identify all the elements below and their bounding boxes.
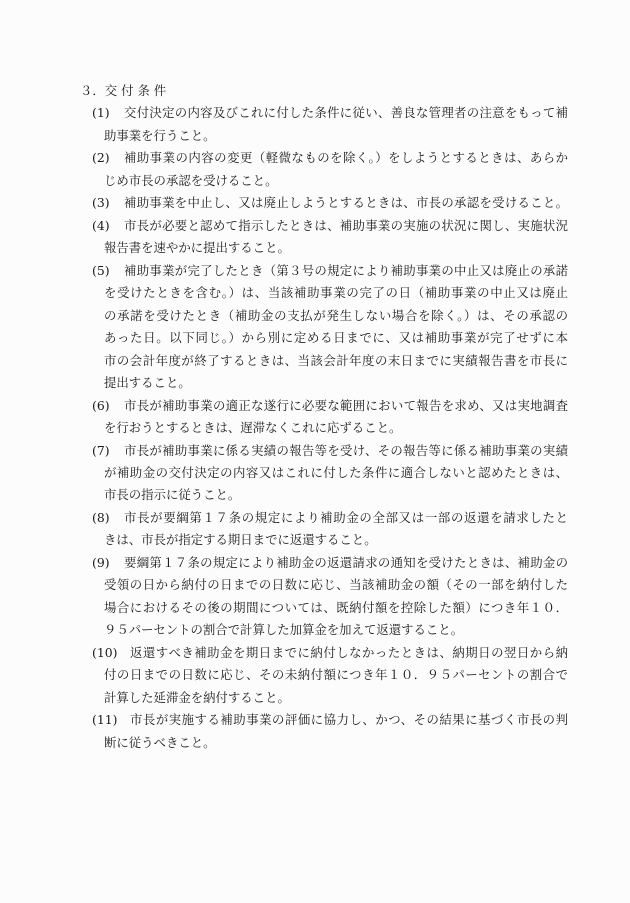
condition-line bbox=[0, 395, 630, 417]
condition-line bbox=[0, 529, 630, 551]
item-number: (9) bbox=[92, 554, 110, 570]
condition-line bbox=[0, 305, 630, 327]
condition-item-10 bbox=[0, 642, 630, 709]
condition-line bbox=[0, 170, 630, 192]
item-text: 助事業を行うこと。 bbox=[104, 127, 216, 143]
item-text: 断に従うべきこと。 bbox=[104, 734, 216, 750]
item-text: 計算した延滞金を納付すること。 bbox=[104, 689, 290, 705]
item-number: (5) bbox=[92, 262, 110, 278]
condition-line bbox=[0, 102, 630, 124]
condition-line bbox=[0, 125, 630, 147]
condition-item-2 bbox=[0, 147, 630, 192]
condition-line bbox=[0, 732, 630, 754]
item-text: 返還すべき補助金を期日までに納付しなかったときは、納期日の翌日から納 bbox=[130, 644, 568, 660]
item-text: 市の会計年度が終了するときは、当該会計年度の末日までに実績報告書を市長に bbox=[104, 352, 568, 368]
condition-line bbox=[0, 552, 630, 574]
item-text: を受けたときを含む。）は、当該補助事業の完了の日（補助事業の中止又は廃止 bbox=[104, 285, 568, 301]
condition-line bbox=[0, 350, 630, 372]
item-text: 報告書を速やかに提出すること。 bbox=[104, 240, 290, 256]
item-number: (8) bbox=[92, 509, 110, 525]
condition-line bbox=[0, 327, 630, 349]
item-text: じめ市長の承認を受けること。 bbox=[104, 172, 278, 188]
item-text: ９５パーセントの割合で計算した加算金を加えて返還すること。 bbox=[104, 622, 464, 638]
condition-line bbox=[0, 709, 630, 731]
item-text: 要綱第１７条の規定により補助金の返還請求の通知を受けたときは、補助金の bbox=[124, 554, 568, 570]
item-text: 市長の指示に従うこと。 bbox=[104, 487, 241, 503]
item-text: 提出すること。 bbox=[104, 375, 191, 391]
item-text: 市長が要綱第１７条の規定により補助金の全部又は一部の返還を請求したと bbox=[124, 509, 568, 525]
item-text: 補助事業の内容の変更（軽微なものを除く。）をしようとするときは、あらか bbox=[124, 150, 568, 166]
condition-item-1 bbox=[0, 102, 630, 147]
item-text: が補助金の交付決定の内容又はこれに付した条件に適合しないと認めたときは、 bbox=[104, 464, 568, 480]
condition-line bbox=[0, 597, 630, 619]
condition-item-7 bbox=[0, 440, 630, 507]
item-number: (2) bbox=[92, 150, 110, 166]
item-text: 場合におけるその後の期間については、既納付額を控除した額）につき年１０． bbox=[104, 599, 568, 615]
item-text: 交付決定の内容及びこれに付した条件に従い、善良な管理者の注意をもって補 bbox=[124, 105, 568, 121]
condition-line bbox=[0, 642, 630, 664]
condition-line bbox=[0, 619, 630, 641]
item-text: 市長が補助事業の適正な遂行に必要な範囲において報告を求め、又は実地調査 bbox=[124, 397, 568, 413]
item-text: 補助事業が完了したとき（第３号の規定により補助事業の中止又は廃止の承諾 bbox=[124, 262, 568, 278]
condition-item-8 bbox=[0, 507, 630, 552]
condition-line bbox=[0, 687, 630, 709]
condition-line bbox=[0, 215, 630, 237]
item-text: あった日。以下同じ。）から別に定める日までに、又は補助事業が完了せずに本 bbox=[104, 330, 568, 346]
condition-line bbox=[0, 484, 630, 506]
item-number: (6) bbox=[92, 397, 110, 413]
item-number: (10) bbox=[92, 644, 118, 660]
item-text: 付の日までの日数に応じ、その未納付額につき年１０．９５パーセントの割合で bbox=[104, 667, 568, 683]
condition-item-4 bbox=[0, 215, 630, 260]
condition-line bbox=[0, 147, 630, 169]
item-text: の承諾を受けたとき（補助金の支払が発生しない場合を除く。）は、その承認の bbox=[104, 307, 568, 323]
item-text: を行おうとするときは、遅滞なくこれに応ずること。 bbox=[104, 420, 402, 436]
section-heading bbox=[0, 80, 630, 102]
item-text: 補助事業を中止し、又は廃止しようとするときは、市長の承認を受けること。 bbox=[124, 195, 568, 211]
condition-item-3 bbox=[0, 192, 630, 214]
item-text: 受領の日から納付の日までの日数に応じ、当該補助金の額（その一部を納付した bbox=[104, 577, 568, 593]
condition-item-11 bbox=[0, 709, 630, 754]
condition-line bbox=[0, 664, 630, 686]
item-number: (7) bbox=[92, 442, 110, 458]
condition-line bbox=[0, 282, 630, 304]
item-number: (3) bbox=[92, 195, 110, 211]
item-number: (4) bbox=[92, 217, 110, 233]
section-heading-text: ３．交 付 条 件 bbox=[80, 83, 167, 98]
condition-line bbox=[0, 574, 630, 596]
item-text: きは、市長が指定する期日までに返還すること。 bbox=[104, 532, 377, 548]
condition-item-5 bbox=[0, 260, 630, 395]
condition-item-9 bbox=[0, 552, 630, 642]
condition-line bbox=[0, 507, 630, 529]
condition-line bbox=[0, 192, 630, 214]
condition-line bbox=[0, 417, 630, 439]
item-text: 市長が補助事業に係る実績の報告等を受け、その報告等に係る補助事業の実績 bbox=[124, 442, 568, 458]
condition-line bbox=[0, 440, 630, 462]
condition-line bbox=[0, 372, 630, 394]
item-text: 市長が実施する補助事業の評価に協力し、かつ、その結果に基づく市長の判 bbox=[130, 712, 568, 728]
condition-item-6 bbox=[0, 395, 630, 440]
grant-conditions-section bbox=[0, 80, 630, 754]
condition-line bbox=[0, 462, 630, 484]
item-number: (1) bbox=[92, 105, 110, 121]
condition-line bbox=[0, 237, 630, 259]
item-text: 市長が必要と認めて指示したときは、補助事業の実施の状況に関し、実施状況 bbox=[124, 217, 568, 233]
condition-line bbox=[0, 260, 630, 282]
item-number: (11) bbox=[92, 712, 118, 728]
